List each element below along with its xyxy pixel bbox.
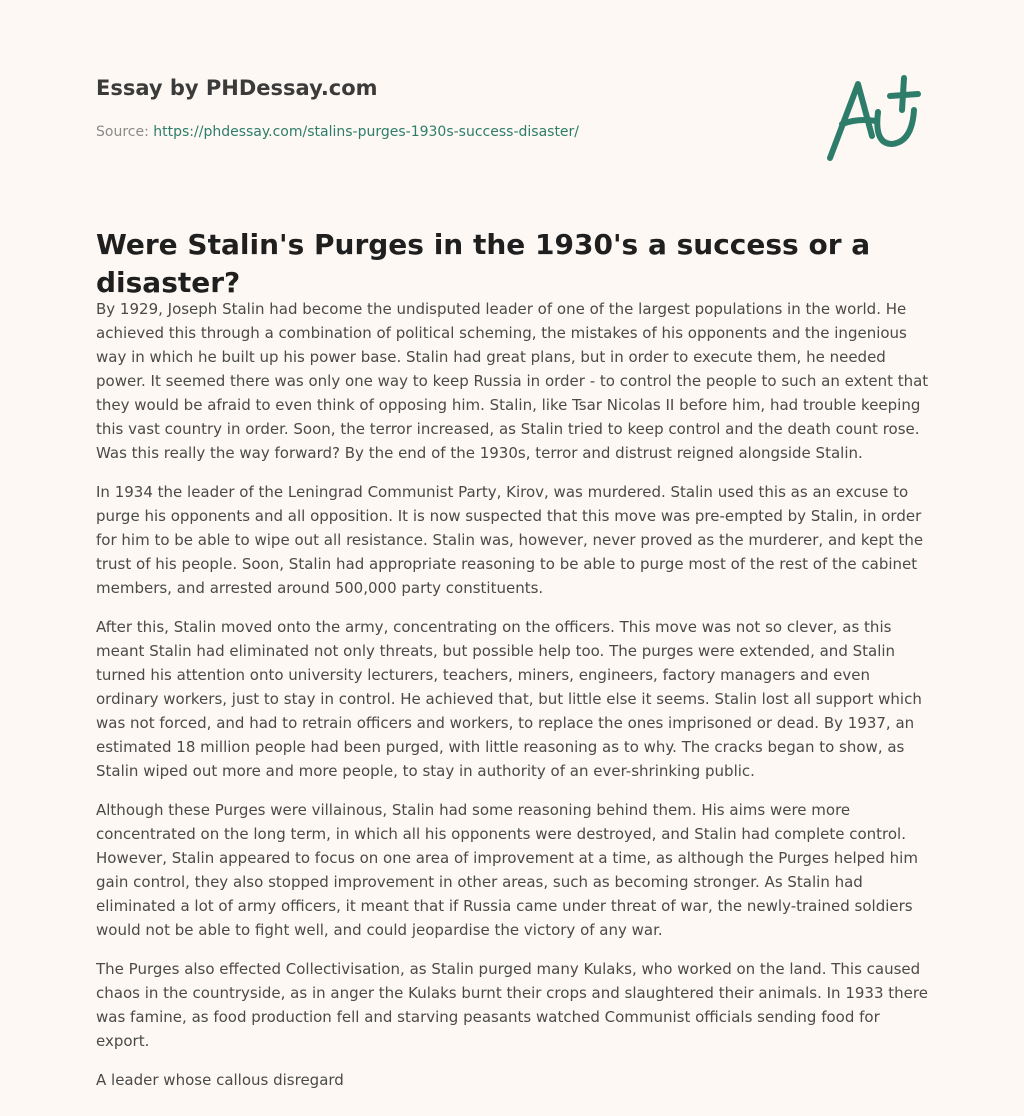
essay-title: Were Stalin's Purges in the 1930's a success or a disaster? <box>96 228 871 299</box>
paragraph: The Purges also effected Collectivisation, as Stalin purged many Kulaks, who worked on the land. This caused chaos in the countryside, as in anger the Kulaks burnt their crops and slaughtered their animals. In 1933 there was famine, as food production fell and starving peasants watched Communist officials sending food for export. <box>96 960 928 1050</box>
paragraph: In 1934 the leader of the Leningrad Communist Party, Kirov, was murdered. Stalin used this as an excuse to purge his opponents and all opposition. It is now suspected that this move was pre-empted by Stalin, in order for him to be able to wipe out all resistance. Stalin was, however, never proved as the murderer, and kept the trust of his people. Soon, Stalin had appropriate reasoning to be able to purge most of the rest of the cabinet members, and arrested around 500,000 party constituents. <box>96 483 924 597</box>
source-link[interactable]: https://phdessay.com/stalins-purges-1930s-success-disaster/ <box>153 124 580 140</box>
a-plus-logo-icon <box>820 66 930 166</box>
essay-body <box>96 297 934 1107</box>
source-line <box>96 124 579 140</box>
paragraph: A leader whose callous disregard <box>96 1071 344 1089</box>
paragraph: Although these Purges were villainous, Stalin had some reasoning behind them. His aims were more concentrated on the long term, in which all his opponents were destroyed, and Stalin had complete control. However, Stalin appeared to focus on one area of improvement at a time, as although the Purges helped him gain control, they also stopped improvement in other areas, such as becoming stronger. As Stalin had eliminated a lot of army officers, it meant that if Russia came under threat of war, the newly-trained soldiers would not be able to fight well, and could jeopardise the victory of any war. <box>96 801 918 939</box>
paragraph: After this, Stalin moved onto the army, concentrating on the officers. This move was not so clever, as this meant Stalin had eliminated not only threats, but possible help too. The purges were extended, and Stalin turned his attention onto university lecturers, teachers, miners, engineers, factory managers and even ordinary workers, just to stay in control. He achieved that, but little else it seems. Stalin lost all support which was not forced, and had to retrain officers and workers, to replace the ones imprisoned or dead. By 1937, an estimated 18 million people had been purged, with little reasoning as to why. The cracks began to show, as Stalin wiped out more and more people, to stay in authority of an ever-shrinking public. <box>96 618 922 780</box>
source-label: Source: <box>96 124 154 140</box>
paragraph: By 1929, Joseph Stalin had become the undisputed leader of one of the largest populations in the world. He achieved this through a combination of political scheming, the mistakes of his opponents and the ingenious way in which he built up his power base. Stalin had great plans, but in order to execute them, he needed power. It seemed there was only one way to keep Russia in order - to control the people to such an extent that they would be afraid to even think of opposing him. Stalin, like Tsar Nicolas II before him, had trouble keeping this vast country in order. Soon, the terror increased, as Stalin tried to keep control and the death count rose. Was this really the way forward? By the end of the 1930s, terror and distrust reigned alongside Stalin. <box>96 300 929 462</box>
brand-title: Essay by PHDessay.com <box>96 76 378 100</box>
